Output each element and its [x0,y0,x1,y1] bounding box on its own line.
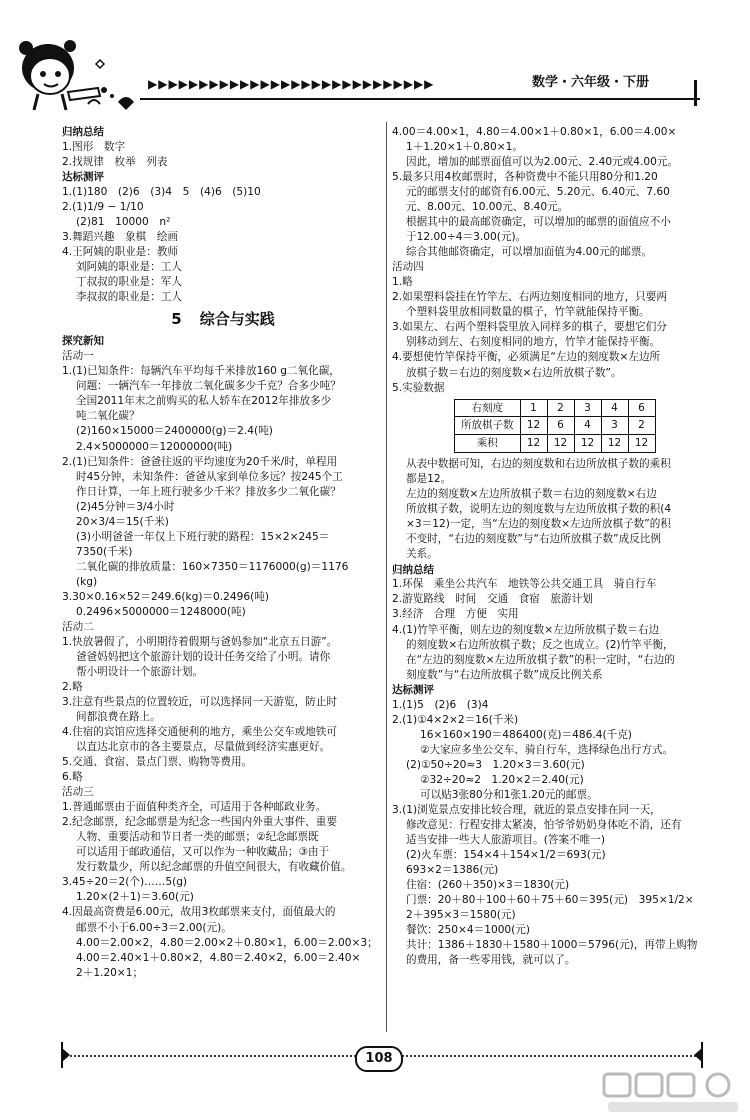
text-line: 1.快放暑假了，小明期待着假期与爸妈参加“北京五日游”。 [62,635,338,648]
column-divider [386,122,387,1032]
text-line: 邮票不小于6.00÷3＝2.00(元)。 [76,921,232,934]
text-line: 3.经济 合理 方便 实用 [392,608,519,621]
table-row [455,417,656,435]
text-line: 住宿：(260＋350)×3＝1830(元) [406,878,570,891]
section-heading: 归纳总结 [62,126,104,138]
table-row [455,399,656,417]
text-line: 5.实验数据 [392,381,445,394]
text-line: 1.环保 乘坐公共汽车 地铁等公共交通工具 骑自行车 [392,578,657,591]
text-line: 所放棋子数，说明左边的刻度数与左边所放棋子数的积(4 [406,503,672,516]
watermark-logo-icon [600,1070,746,1118]
text-line: 都是12。 [406,473,452,486]
text-line: 时45分钟，未知条件：爸爸从家到单位多远？按245个工 [76,470,343,483]
page-header [0,0,750,120]
text-line: 4.00＝2.40×1＋0.80×2，4.80＝2.40×2，6.00＝2.40× [76,951,361,964]
table-cell: 1 [520,399,547,417]
text-line: 适当安排一些大人旅游项目。(答案不唯一) [406,833,605,846]
experiment-data-table [454,399,656,454]
header-rule-end [694,80,697,106]
text-line: (2)45分钟＝3/4小时 [76,500,175,513]
text-line: 2＋395×3＝1580(元) [406,908,516,921]
activity-heading: 活动二 [62,620,94,633]
text-line: 修改意见：行程安排太紧凑，怕爷爷奶奶身体吃不消，还有 [406,818,682,831]
text-line: 门票：20＋80＋100＋60＋75＋60＝395(元) 395×1/2× [406,893,694,906]
table-row [455,435,656,453]
text-line: 二氧化碳的排放质量：160×7350＝1176000(g)＝1176 [76,560,349,573]
text-line: 餐饮：250×4＝1000(元) [406,924,531,936]
text-line: 2.(1)1/9 − 1/10 [62,200,144,213]
text-line: 4.00＝4.00×1，4.80＝4.00×1＋0.80×1，6.00＝4.00× [392,126,677,138]
text-line: 1.图形 数字 [62,140,126,153]
text-line: 6.略 [62,771,83,784]
text-line: 0.2496×5000000＝1248000(吨) [76,605,246,618]
text-line: 别移动到左、右刻度相同的地方，竹竿才能保持平衡。 [406,336,661,349]
table-cell: 12 [520,435,547,453]
text-line: 刘阿姨的职业是：工人 [76,261,182,274]
text-line: (2)①50÷20≈3 1.20×3＝3.60(元) [406,758,585,771]
text-line: 丁叔叔的职业是：军人 [76,276,182,289]
chapter-heading [62,309,384,330]
text-line: 2.如果塑料袋挂在竹竿左、右两边刻度相同的地方，只要两 [392,291,667,304]
text-line: 3.(1)浏览景点安排比较合理，就近的景点安排在同一天， [392,803,661,816]
footer-bracket-right-icon [692,1040,704,1070]
page-number: 108 [355,1046,403,1072]
section-heading: 达标测评 [392,683,434,696]
text-line: 刻度数”与“右边所放棋子数”成反比例关系 [406,668,603,681]
text-line: 20×3/4＝15(千米) [76,515,169,528]
text-line: (2)160×15000＝2400000(g)＝2.4(吨) [76,425,273,438]
text-line: 4.住宿的宾馆应选择交通便利的地方，乘坐公交车或地铁可 [62,726,337,739]
text-line: 4.因最高资费是6.00元，故用3枚邮票来支付，面值最大的 [62,906,336,919]
text-line: 左边的刻度数×左边所放棋子数＝右边的刻度数×右边 [406,488,657,501]
text-line: ②32÷20≈2 1.20×2＝2.40(元) [420,773,584,786]
text-line: 1.20×(2＋1)＝3.60(元) [76,891,194,904]
text-line: 2.游览路线 时间 交通 食宿 旅游计划 [392,593,593,606]
text-line: 7350(千米) [76,545,133,558]
activity-heading: 活动四 [392,261,424,274]
text-line: 从表中数据可知，右边的刻度数和右边所放棋子数的乘积 [406,458,671,471]
text-line: 个塑料袋里放相同数量的棋子，竹竿就能保持平衡。 [406,306,650,319]
text-line: 可以适用于邮政通信，又可以作为一种收藏品；③由于 [76,846,330,859]
table-cell: 所放棋子数 [455,417,521,435]
text-line: ②大家应多坐公交车、骑自行车，选择绿色出行方式。 [420,743,674,756]
text-line: (3)小明爸爸一年仅上下班行驶的路程：15×2×245＝ [76,530,330,543]
section-heading: 归纳总结 [392,563,434,576]
text-line: 吨二氧化碳？ [76,410,140,423]
table-cell: 3 [601,417,628,435]
text-line: 3.舞蹈兴趣 象棋 绘画 [62,230,179,243]
left-column [62,125,384,981]
text-line: 的刻度数×右边所放棋子数；反之也成立。(2)竹竿平衡， [406,638,674,651]
text-line: 帮小明设计一个旅游计划。 [76,665,204,678]
text-line: 放棋子数＝右边的刻度数×右边所放棋子数”。 [406,366,622,379]
text-line: 爸爸妈妈把这个旅游计划的设计任务交给了小明。请你 [76,650,331,663]
table-cell: 4 [574,417,601,435]
text-line: (2)81 10000 n² [76,215,171,228]
text-line: 5.最多只用4枚邮票时，各种资费中不能只用80分和1.20 [392,171,658,184]
text-line: 2.(1)①4×2×2＝16(千米) [392,713,519,726]
decorative-arrow-row: ▶▶▶▶▶▶▶▶▶▶▶▶▶▶▶▶▶▶▶▶▶▶▶▶▶▶▶▶ [148,77,435,91]
text-line: 5.交通、食宿、景点门票、购物等费用。 [62,756,253,769]
text-line: 693×2＝1386(元) [406,863,499,876]
text-line: 1.(1)180 (2)6 (3)4 5 (4)6 (5)10 [62,185,261,198]
text-line: 的费用，备一些零用钱，就可以了。 [406,954,576,967]
text-line: 全国2011年末之前购买的私人轿车在2012年排放多少 [76,395,332,408]
table-cell: 右刻度 [455,399,521,417]
table-cell: 12 [601,435,628,453]
text-line: 1.普通邮票由于面值种类齐全，可适用于各种邮政业务。 [62,801,327,814]
table-cell: 2 [547,399,574,417]
page-title: 数学・六年级・下册 [532,75,650,90]
text-line: 间都浪费在路上。 [76,711,161,724]
text-line: 1.(1)5 (2)6 (3)4 [392,698,489,711]
text-line: 2.略 [62,681,83,694]
activity-heading: 活动三 [62,786,94,799]
text-line: 2.4×5000000＝12000000(吨) [76,440,233,453]
table-cell: 3 [574,399,601,417]
text-line: 2＋1.20×1； [76,966,144,979]
text-line: 3.注意有些景点的位置较近，可以选择同一天游览，防止时 [62,696,337,709]
section-heading: 达标测评 [62,170,104,183]
text-line: 以直达北京市的各主要景点，尽量做到经济实惠更好。 [76,741,331,754]
text-line: 1＋1.20×1＋0.80×1。 [406,141,523,154]
cartoon-girl-icon [8,30,148,114]
text-line: 1.(1)已知条件：每辆汽车平均每千米排放160 g二氧化碳， [62,365,340,378]
text-line: 2.(1)已知条件：爸爸往返的平均速度为20千米/时，单程用 [62,455,338,468]
header-rule [140,98,700,100]
right-column [392,125,710,968]
text-line: 可以贴3张80分和1张1.20元的邮票。 [420,788,598,801]
text-line: (kg) [76,575,98,588]
text-line: 1.略 [392,276,413,289]
text-line: 发行数量少，所以纪念邮票的升值空间很大，有收藏价值。 [76,861,352,874]
text-line: 于12.00÷4＝3.00(元)。 [406,231,527,244]
table-cell: 4 [601,399,628,417]
text-line: 因此，增加的邮票面值可以为2.00元、2.40元或4.00元。 [406,156,679,169]
table-cell: 乘积 [455,435,521,453]
table-cell: 6 [547,417,574,435]
table-cell: 6 [628,399,655,417]
text-line: 2.纪念邮票，纪念邮票是为纪念一些国内外重大事件、重要 [62,816,337,829]
text-line: ×3＝12)一定，当“左边的刻度数×左边所放棋子数”的积 [406,518,671,531]
table-cell: 12 [574,435,601,453]
text-line: 根据其中的最高邮资确定，可以增加的邮票的面值应不小 [406,216,671,229]
text-line: 3.30×0.16×52＝249.6(kg)＝0.2496(吨) [62,590,269,603]
text-line: 4.王阿姨的职业是：教师 [62,246,179,258]
text-line: 3.如果左、右两个塑料袋里放入同样多的棋子，要想它们分 [392,321,667,334]
text-line: 李叔叔的职业是：工人 [76,291,182,304]
chapter-title: 综合与实践 [199,310,275,329]
table-cell: 12 [547,435,574,453]
table-cell: 2 [628,417,655,435]
text-line: 3.45÷20＝2(个)……5(g) [62,876,188,889]
text-line: 问题：一辆汽车一年排放二氧化碳多少千克？合多少吨？ [76,380,341,393]
chapter-number: 5 [171,310,182,329]
text-line: 4.00＝2.00×2，4.80＝2.00×2＋0.80×1，6.00＝2.00×3； [76,936,378,949]
table-cell: 12 [520,417,547,435]
text-line: 元、8.00元、10.00元、8.40元。 [406,201,569,214]
text-line: 人物、重要活动和节日者一类的邮票；②纪念邮票既 [76,831,319,844]
text-line: 2.找规律 枚举 列表 [62,155,168,168]
text-line: 共计：1386＋1830＋1580＋1000＝5796(元)，再带上购物 [406,939,698,952]
text-line: 综合其他邮资确定，可以增加面值为4.00元的邮票。 [406,246,653,259]
text-line: 元的邮票支付的邮资有6.00元、5.20元、6.40元、7.60 [406,186,670,199]
activity-heading: 活动一 [62,350,94,363]
text-line: 在“左边的刻度数×左边所放棋子数”的积一定时，“右边的 [406,653,675,666]
text-line: 4.要想使竹竿保持平衡，必须满足“左边的刻度数×左边所 [392,351,661,364]
section-heading: 探究新知 [62,335,104,348]
text-line: 关系。 [406,548,438,561]
table-cell: 12 [628,435,655,453]
text-line: 作日计算，一年上班行驶多少千米？排放多少二氧化碳？ [76,485,341,498]
text-line: 16×160×190＝486400(克)＝486.4(千克) [420,728,632,741]
text-line: 4.(1)竹竿平衡，则左边的刻度数×左边所放棋子数＝右边 [392,623,660,636]
text-line: (2)火车票：154×4＋154×1/2＝693(元) [406,848,606,861]
text-line: 不变时，“右边的刻度数”与“右边所放棋子数”成反比例 [406,533,662,546]
